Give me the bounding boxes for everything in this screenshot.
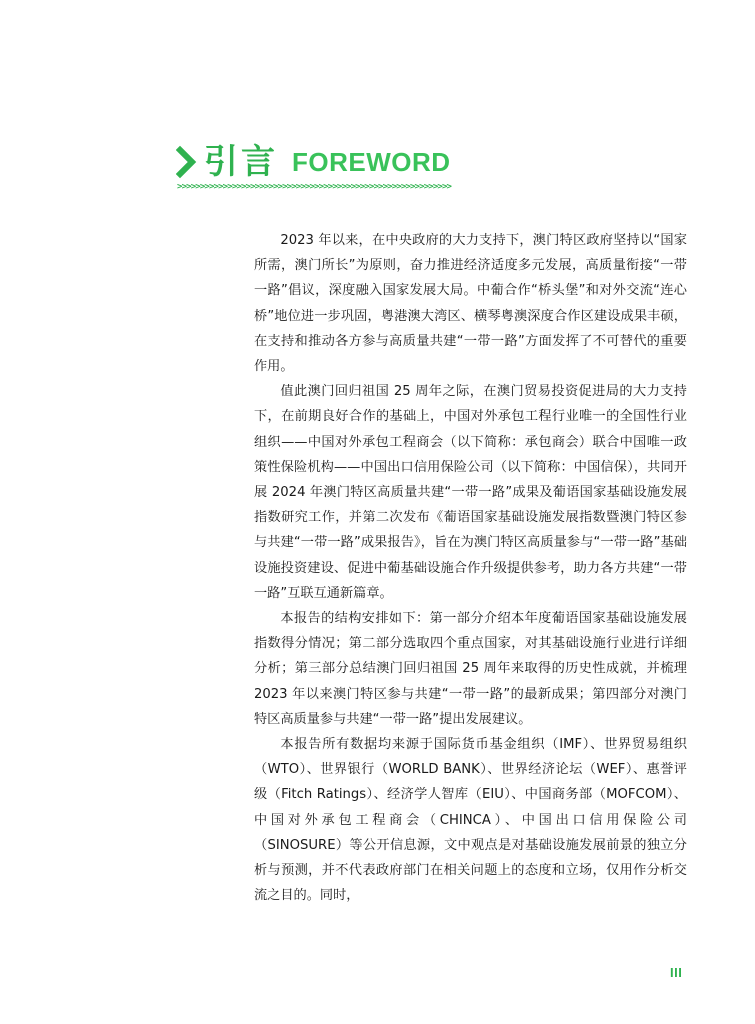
paragraph-intro: 2023 年以来，在中央政府的大力支持下，澳门特区政府坚持以“国家所需，澳门所长”为原则，奋力推进经济适度多元发展，高质量衔接“一带一路”倡议，深度融入国家发展大局。中葡合作“桥头堡”和对外交流“连心桥”地位进一步巩固，粤港澳大湾区、横琴粤澳深度合作区建设成果丰硕，在支持和推动各方参与高质量共建“一带一路”方面发挥了不可替代的重要作用。 [254, 233, 687, 375]
heading-title-chinese: 引言 [204, 142, 278, 182]
paragraph-data-sources: 本报告所有数据均来源于国际货币基金组织（IMF）、世界贸易组织（WTO）、世界银行（WORLD BANK）、世界经济论坛（WEF）、惠誉评级（Fitch Ratings）、经济学人智库（EIU）、中国商务部（MOFCOM）、中国对外承包工程商会（CHINCA）、中国出口信用保险公司（SINOSURE）等公开信息源，文中观点是对基础设施发展前景的独立分析与预测，并不代表政府部门在相关问题上的态度和立场，仅用作分析交流之目的。同时， [254, 737, 687, 904]
paragraph-anniversary: 值此澳门回归祖国 25 周年之际，在澳门贸易投资促进局的大力支持下，在前期良好合作的基础上，中国对外承包工程行业唯一的全国性行业组织——中国对外承包工程商会（以下简称：承包商会）联合中国唯一政策性保险机构——中国出口信用保险公司（以下简称：中国信保），共同开展 2024 年澳门特区高质量共建“一带一路”成果及葡语国家基础设施发展指数研究工作，并第二次发布《葡语国家基础设施发展指数暨澳门特区参与共建“一带一路”成果报告》，旨在为澳门特区高质量参与“一带一路”基础设施投资建设、促进中葡基础设施合作升级提供参考，助力各方共建“一带一路”互联互通新篇章。 [254, 384, 687, 601]
chevron-right-icon [176, 144, 198, 180]
heading-title-english: FOREWORD [292, 147, 451, 177]
page-number: III [670, 965, 683, 980]
section-heading [176, 140, 451, 184]
foreword-body [254, 228, 687, 908]
arrow-rule-divider: >>>>>>>>>>>>>>>>>>>>>>>>>>>>>>>>>>>>>>>>>>>>>>>>>>>>>>>>>>>> [177, 182, 452, 192]
paragraph-structure: 本报告的结构安排如下：第一部分介绍本年度葡语国家基础设施发展指数得分情况；第二部分选取四个重点国家，对其基础设施行业进行详细分析；第三部分总结澳门回归祖国 25 周年来取得的历史性成就，并梳理 2023 年以来澳门特区参与共建“一带一路”的最新成果；第四部分对澳门特区高质量参与共建“一带一路”提出发展建议。 [254, 611, 687, 727]
